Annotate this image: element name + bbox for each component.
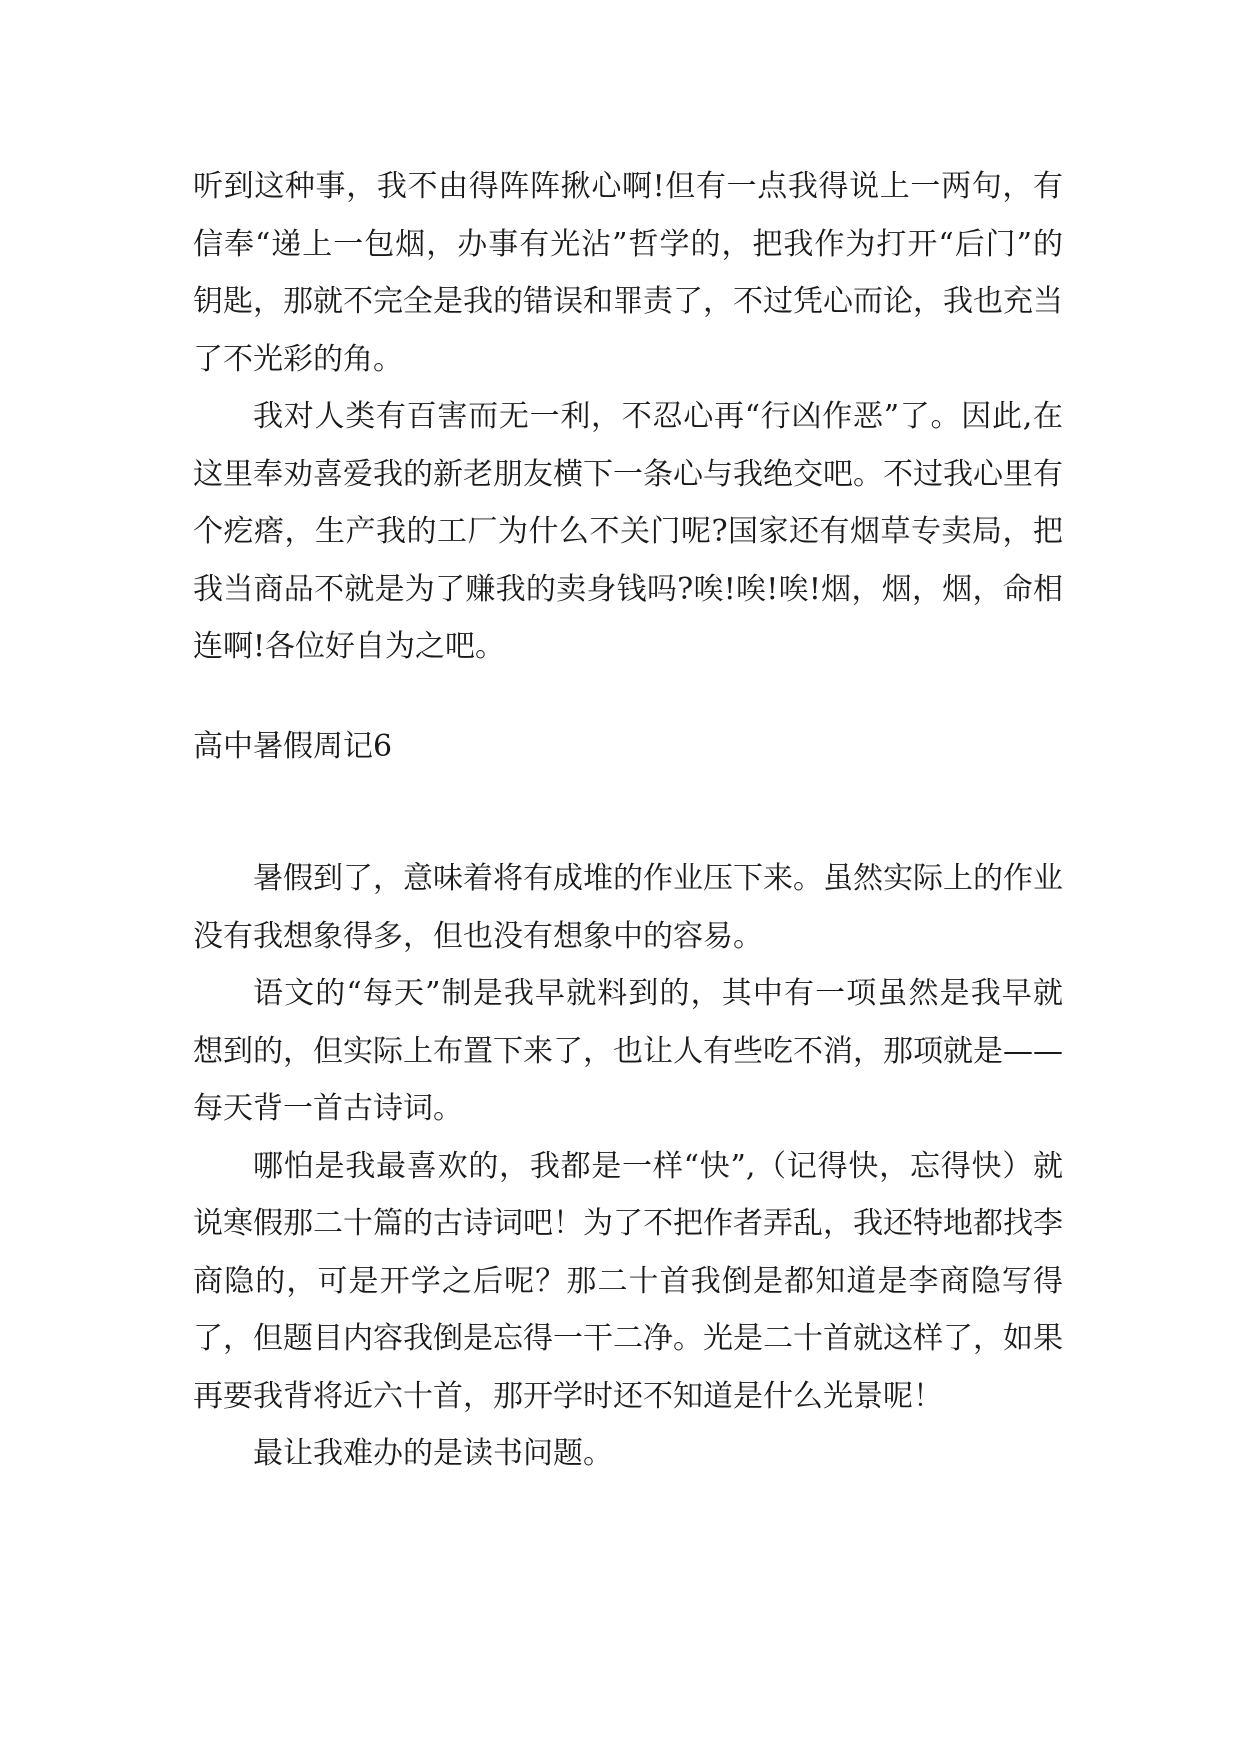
- document-body: [193, 158, 1063, 1483]
- paragraph: 我对人类有百害而无一利，不忍心再“行凶作恶”了。因此,在这里奉劝喜爱我的新老朋友横下一条心与我绝交吧。不过我心里有个疙瘩，生产我的工厂为什么不关门呢?国家还有烟草专卖局，把我当商品不就是为了赚我的卖身钱吗?唉!唉!唉!烟，烟，烟，命相连啊!各位好自为之吧。: [193, 399, 1063, 664]
- section-heading: 高中暑假周记6: [193, 728, 393, 764]
- paragraph: 暑假到了，意味着将有成堆的作业压下来。虽然实际上的作业没有我想象得多，但也没有想象中的容易。: [193, 861, 1063, 954]
- paragraph-continuation: 听到这种事，我不由得阵阵揪心啊!但有一点我得说上一两句，有信奉“递上一包烟，办事有光沾”哲学的，把我作为打开“后门”的钥匙，那就不完全是我的错误和罪责了，不过凭心而论，我也充当了不光彩的角。: [193, 169, 1063, 377]
- paragraph: 最让我难办的是读书问题。: [253, 1436, 613, 1471]
- paragraph: 哪怕是我最喜欢的，我都是一样“快”,（记得快，忘得快）就说寒假那二十篇的古诗词吧！为了不把作者弄乱，我还特地都找李商隐的，可是开学之后呢？那二十首我倒是都知道是李商隐写得了，但题目内容我倒是忘得一干二净。光是二十首就这样了，如果再要我背将近六十首，那开学时还不知道是什么光景呢！: [193, 1148, 1063, 1414]
- paragraph: 语文的“每天”制是我早就料到的，其中有一项虽然是我早就想到的，但实际上布置下来了，也让人有些吃不消，那项就是——每天背一首古诗词。: [193, 976, 1063, 1126]
